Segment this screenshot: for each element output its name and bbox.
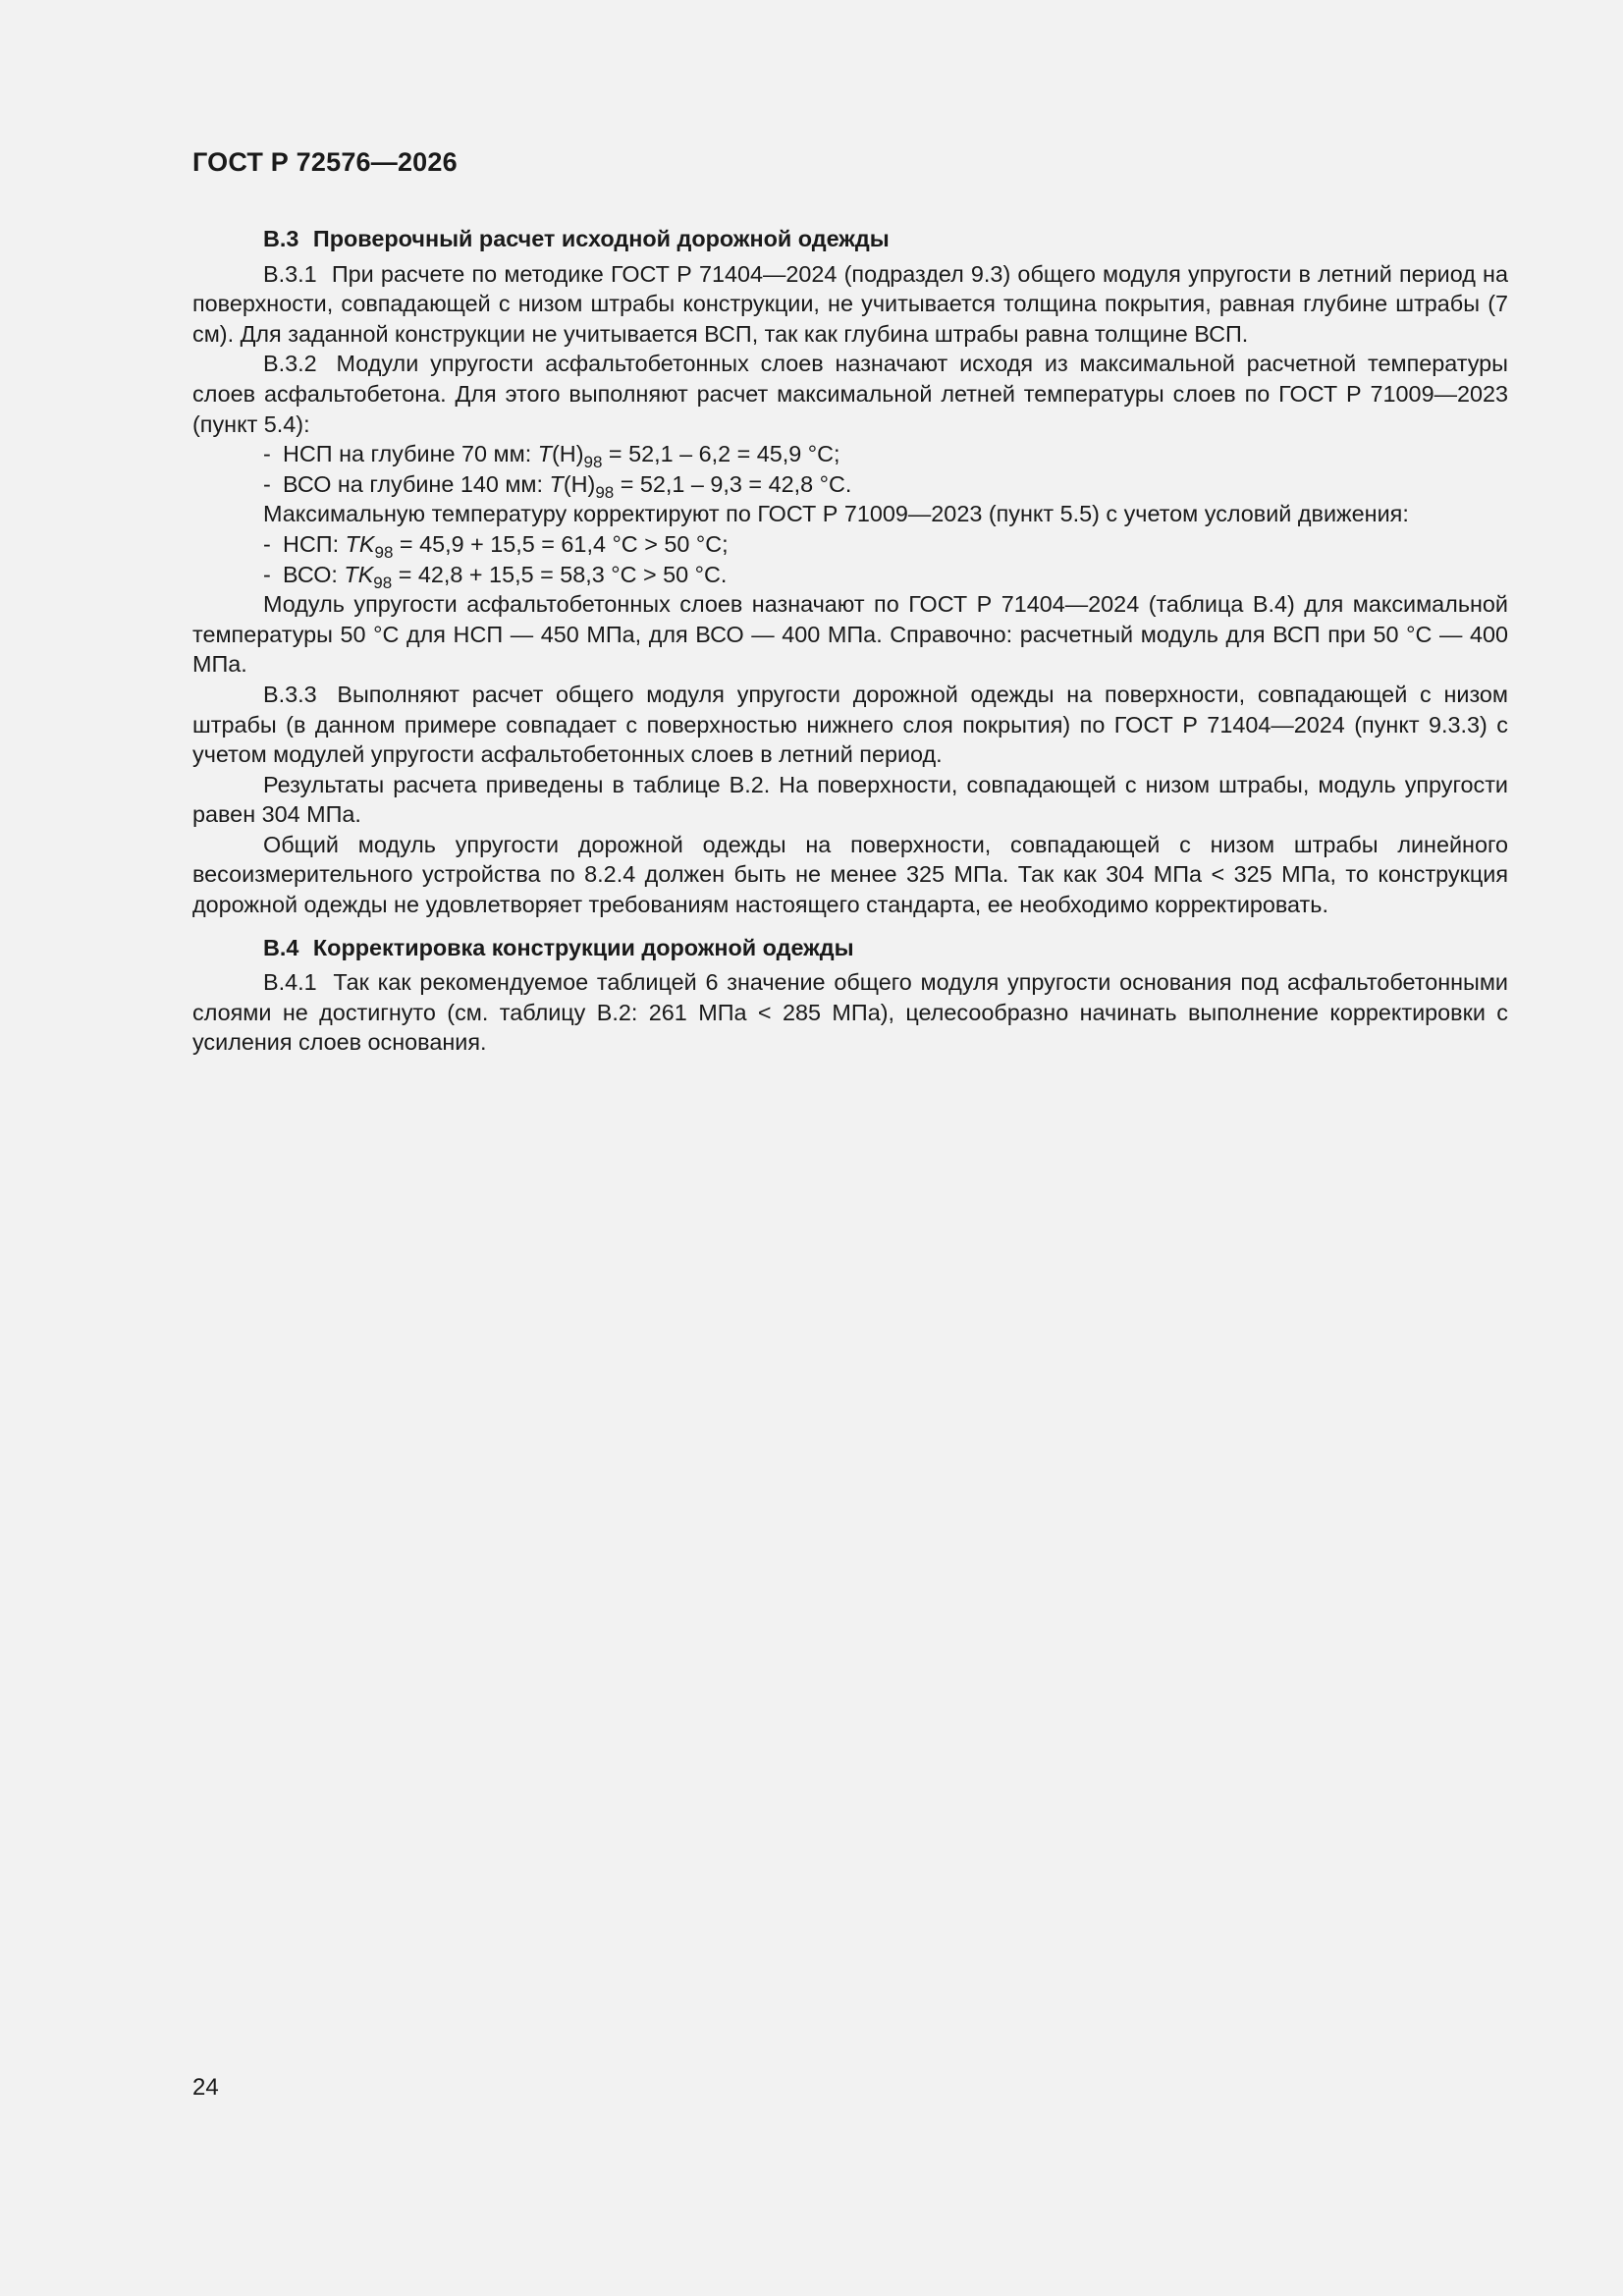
paragraph-text: Выполняют расчет общего модуля упругости дорожной одежды на поверхности, совпадающей с низом штрабы (в данном примере совпадает с поверхностью нижнего слоя покрытия) по ГОСТ Р 71404—2024 (пункт 9.3.3) с учетом модулей упругости асфальтобетонных слоев в летний период. xyxy=(192,681,1509,768)
formula-subscript: 98 xyxy=(374,542,394,562)
page-number: 24 xyxy=(192,2074,219,2101)
formula-symbol: T xyxy=(549,470,564,497)
clause-number: В.3.1 xyxy=(263,260,317,287)
list-dash: - xyxy=(263,530,271,557)
paragraph-b3-2 xyxy=(192,349,1508,439)
paragraph-b3-modulus xyxy=(192,589,1508,680)
paragraph-text: Так как рекомендуемое таблицей 6 значение общего модуля упругости основания под асфальтобетонными слоями не достигнуто (см. таблицу В.2: 261 МПа < 285 МПа), целесообразно начинать выполнение корректировки с усиления слоев основания. xyxy=(192,969,1508,1056)
paragraph-text: Результаты расчета приведены в таблице В.2. На поверхности, совпадающей с низом штрабы, модуль упругости равен 304 МПа. xyxy=(192,771,1508,828)
formula-symbol: ТK xyxy=(345,530,375,557)
paragraph-text: При расчете по методике ГОСТ Р 71404—2024 (подраздел 9.3) общего модуля упругости в летний период на поверхности, совпадающей с низом штрабы конструкции, не учитывается толщина покрытия, равная глубине штрабы (7 см). Для заданной конструкции не учитывается ВСП, так как глубина штрабы равна толщине ВСП. xyxy=(192,260,1508,347)
paragraph-text: Максимальную температуру корректируют по ГОСТ Р 71009—2023 (пункт 5.5) с учетом условий движения: xyxy=(263,501,1409,527)
list-dash: - xyxy=(263,441,271,467)
paragraph-b3-correction xyxy=(192,499,1508,529)
list-item-temp-vso xyxy=(192,469,1508,500)
formula-argument: (Н) xyxy=(552,441,584,467)
formula-result: = 45,9 + 15,5 = 61,4 °С > 50 °С; xyxy=(393,530,729,557)
list-dash: - xyxy=(263,561,271,587)
clause-number: В.4.1 xyxy=(263,969,317,996)
heading-number: В.3 xyxy=(263,226,299,251)
paragraph-text: Общий модуль упругости дорожной одежды на поверхности, совпадающей с низом штрабы линейного весоизмерительного устройства по 8.2.4 должен быть не менее 325 МПа. Так как 304 МПа < 325 МПа, то конструкция дорожной одежды не удовлетворяет требованиям настоящего стандарта, ее необходимо корректировать. xyxy=(192,831,1508,918)
paragraph-b3-conclusion xyxy=(192,830,1508,920)
formula-symbol: T xyxy=(537,441,553,467)
section-heading-b3 xyxy=(192,224,1508,254)
paragraph-text: Модуль упругости асфальтобетонных слоев назначают по ГОСТ Р 71404—2024 (таблица В.4) для максимальной температуры 50 °С для НСП — 450 МПа, для ВСО — 400 МПа. Справочно: расчетный модуль для ВСП при 50 °С — 400 МПа. xyxy=(192,591,1508,678)
list-item-corrected-vso xyxy=(192,560,1508,590)
paragraph-text: Модули упругости асфальтобетонных слоев назначают исходя из максимальной расчетной температуры слоев асфальтобетона. Для этого выполняют расчет максимальной летней температуры слоев по ГОСТ Р 71009—2023 (пункт 5.4): xyxy=(192,351,1508,437)
formula-result: = 42,8 + 15,5 = 58,3 °С > 50 °С. xyxy=(392,561,728,587)
document-header: ГОСТ Р 72576—2026 xyxy=(192,147,458,177)
paragraph-b3-results xyxy=(192,770,1508,830)
formula-result: = 52,1 – 6,2 = 45,9 °С; xyxy=(602,441,840,467)
clause-number: В.3.2 xyxy=(263,351,317,377)
list-item-temp-nsp xyxy=(192,439,1508,472)
paragraph-b3-1 xyxy=(192,259,1508,350)
formula-subscript: 98 xyxy=(595,482,615,502)
list-item-label: НСП: xyxy=(283,530,346,557)
paragraph-b4-1 xyxy=(192,967,1508,1058)
list-item-label: ВСО на глубине 140 мм: xyxy=(283,470,550,497)
formula-result: = 52,1 – 9,3 = 42,8 °С. xyxy=(614,470,852,497)
formula-subscript: 98 xyxy=(373,573,393,592)
formula-argument: (Н) xyxy=(563,470,596,497)
list-item-label: НСП на глубине 70 мм: xyxy=(283,441,538,467)
document-body xyxy=(192,224,1508,1058)
list-dash: - xyxy=(263,470,271,497)
clause-number: В.3.3 xyxy=(263,681,317,707)
heading-text: Проверочный расчет исходной дорожной одежды xyxy=(312,226,890,251)
paragraph-b3-3 xyxy=(192,680,1508,770)
list-item-label: ВСО: xyxy=(283,561,345,587)
formula-subscript: 98 xyxy=(583,453,603,472)
list-item-corrected-nsp xyxy=(192,529,1508,560)
heading-number: В.4 xyxy=(263,934,299,960)
section-heading-b4 xyxy=(192,933,1508,963)
formula-symbol: ТK xyxy=(344,561,374,587)
heading-text: Корректировка конструкции дорожной одежды xyxy=(312,934,854,960)
